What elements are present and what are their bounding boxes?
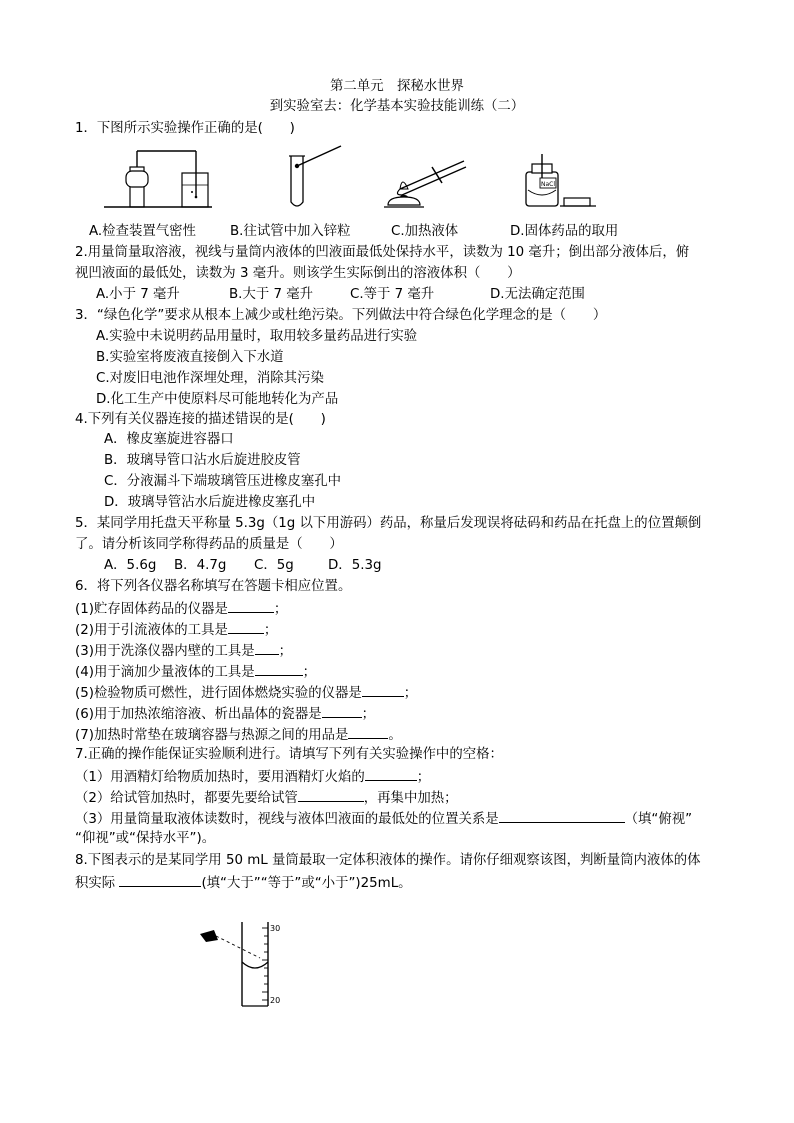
q1-option-b[interactable]: B.往试管中加入锌粒: [230, 224, 351, 239]
q8-line2: 积实际 (填“大于”“等于”或“小于”)25mL。: [75, 873, 412, 893]
eye-icon: [200, 930, 218, 942]
answer-blank[interactable]: [348, 725, 388, 739]
q7-item-3: （3）用量筒量取液体读数时，视线与液体凹液面的最低处的位置关系是 （填“俯视”: [75, 809, 692, 829]
q6-item: (5)检验物质可燃性，进行固体燃烧实验的仪器是 ；: [75, 683, 417, 703]
q5-option-d[interactable]: D．5.3g: [328, 558, 382, 573]
figure-a-airtightness: [104, 145, 214, 210]
answer-blank[interactable]: [228, 599, 274, 613]
q4-stem: 4.下列有关仪器连接的描述错误的是( ): [75, 412, 326, 427]
q3-option-c[interactable]: C.对废旧电池作深埋处理，消除其污染: [96, 371, 324, 386]
figure-d-solid-drug: [520, 150, 600, 210]
q7-item-2: （2）给试管加热时，都要先要给试管 ，再集中加热；: [75, 788, 458, 808]
q3-option-a[interactable]: A.实验中未说明药品用量时，取用较多量药品进行实验: [96, 329, 418, 344]
q2-line2: 视凹液面的最低处，读数为 3 毫升。则该学生实际倒出的溶液体积（ ）: [75, 266, 521, 281]
q4-option-b[interactable]: B．玻璃导管口沾水后旋进胶皮管: [104, 453, 301, 468]
answer-blank[interactable]: [365, 767, 417, 781]
bottle-label: NaCl: [541, 181, 556, 188]
q5-option-a[interactable]: A．5.6g: [104, 558, 157, 573]
q7-stem: 7.正确的操作能保证实验顺利进行。请填写下列有关实验操作中的空格：: [75, 747, 503, 762]
q4-option-c[interactable]: C．分液漏斗下端玻璃管压进橡皮塞孔中: [104, 474, 341, 489]
q7-item-1: （1）用酒精灯给物质加热时，要用酒精灯火焰的 ；: [75, 767, 430, 787]
figure-b-test-tube: [285, 140, 347, 212]
answer-blank[interactable]: [119, 873, 201, 887]
q2-option-b[interactable]: B.大于 7 毫升: [229, 287, 314, 302]
q2-line1: 2.用量筒量取溶液，视线与量筒内液体的凹液面最低处保持水平，读数为 10 毫升；倒出部分液体后，俯: [75, 245, 690, 260]
q1-stem: 1．下图所示实验操作正确的是( ): [75, 121, 295, 136]
q2-options: [96, 286, 585, 304]
page-title: 第二单元 探秘水世界: [330, 79, 464, 94]
answer-blank[interactable]: [228, 620, 264, 634]
q6-item: (3)用于洗涤仪器内壁的工具是 ；: [75, 641, 292, 661]
page-subtitle: 到实验室去：化学基本实验技能训练（二）: [269, 99, 525, 114]
q7-item-3-cont: “仰视”或“保持水平”)。: [75, 831, 216, 846]
q6-stem: 6．将下列各仪器名称填写在答题卡相应位置。: [75, 579, 352, 594]
q8-line1: 8.下图表示的是某同学用 50 mL 量筒最取一定体积液体的操作。请你仔细观察该图，判断量筒内液体的体: [75, 853, 701, 868]
q3-option-b[interactable]: B.实验室将废液直接倒入下水道: [96, 350, 284, 365]
q5-options: [104, 557, 382, 575]
q3-option-d[interactable]: D.化工生产中使原料尽可能地转化为产品: [96, 392, 339, 407]
q5-option-b[interactable]: B．4.7g: [174, 558, 227, 573]
q5-line2: 了。请分析该同学称得药品的质量是（ ）: [75, 537, 343, 552]
tick-label-top: 30: [270, 924, 281, 933]
q1-options: [89, 223, 618, 241]
answer-blank[interactable]: [255, 662, 303, 676]
graduated-cylinder-figure: [196, 918, 286, 1018]
q6-item: (1)贮存固体药品的仪器是 ；: [75, 599, 287, 619]
q6-item: (2)用于引流液体的工具是 ；: [75, 620, 277, 640]
q1-option-a[interactable]: A.检查装置气密性: [89, 224, 196, 239]
figure-c-heating-liquid: [380, 147, 470, 209]
q2-option-d[interactable]: D.无法确定范围: [490, 287, 585, 302]
q6-item: (4)用于滴加少量液体的工具是 ；: [75, 662, 316, 682]
answer-blank[interactable]: [298, 788, 364, 802]
q2-option-a[interactable]: A.小于 7 毫升: [96, 287, 180, 302]
q5-line1: 5．某同学用托盘天平称量 5.3g（1g 以下用游码）药品，称量后发现误将砝码和药品在托盘上的位置颠倒: [75, 516, 702, 531]
q3-stem: 3．“绿色化学”要求从根本上减少或杜绝污染。下列做法中符合绿色化学理念的是（ ）: [75, 308, 607, 323]
q5-option-c[interactable]: C．5g: [254, 558, 294, 573]
answer-blank[interactable]: [499, 809, 625, 823]
q4-option-d[interactable]: D．玻璃导管沾水后旋进橡皮塞孔中: [104, 495, 316, 510]
q1-option-c[interactable]: C.加热液体: [391, 224, 459, 239]
answer-blank[interactable]: [362, 683, 404, 697]
tick-label-bottom: 20: [270, 996, 281, 1005]
q6-item: (7)加热时常垫在玻璃容器与热源之间的用品是 。: [75, 725, 402, 745]
answer-blank[interactable]: [322, 704, 362, 718]
q4-option-a[interactable]: A．橡皮塞旋进容器口: [104, 432, 234, 447]
answer-blank[interactable]: [255, 641, 279, 655]
q1-option-d[interactable]: D.固体药品的取用: [510, 224, 619, 239]
q2-option-c[interactable]: C.等于 7 毫升: [350, 287, 435, 302]
q6-item: (6)用于加热浓缩溶液、析出晶体的瓷器是 ；: [75, 704, 375, 724]
